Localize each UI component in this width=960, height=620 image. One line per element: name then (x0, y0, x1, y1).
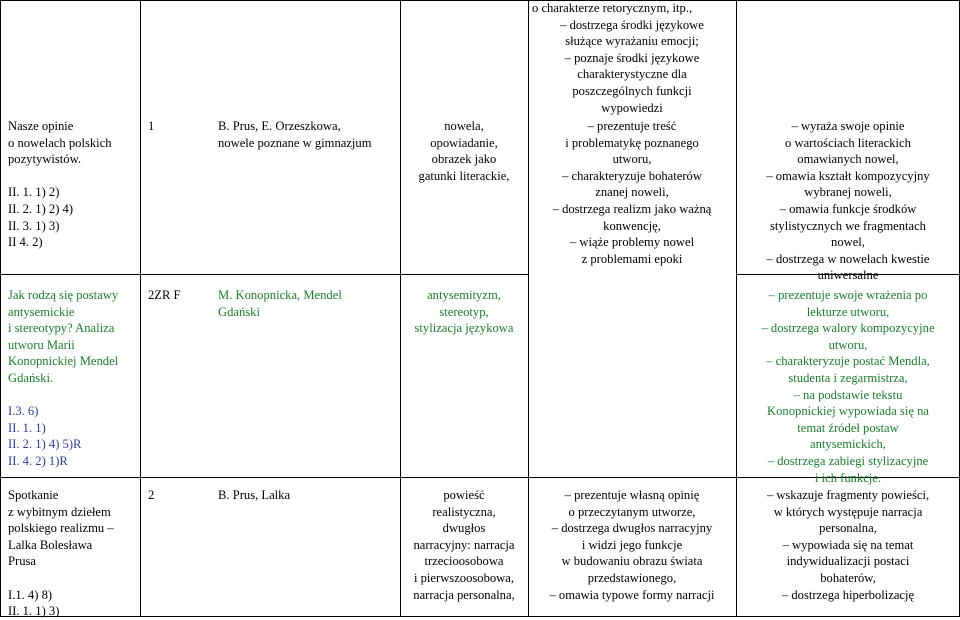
row-divider (0, 0, 960, 1)
extended-requirements: – wyraża swoje opinie o wartościach literackich omawianych nowel, – omawia kształt kompozycyjny wybranej noweli, – omawia funkcje środków stylistycznych we fragmentach nowel, – dostrzega w nowelach kwestie uniwersalne (766, 119, 930, 283)
key-concepts: antysemityzm, stereotyp, stylizacja językowa (414, 288, 514, 336)
lesson-topic: Nasze opinie o nowelach polskich pozytywistów. II. 1. 1) 2) II. 2. 1) 2) 4) II. 3. 1) 3) II 4. 2) (8, 119, 112, 250)
lesson-texts: M. Konopnicka, Mendel Gdański (218, 288, 342, 319)
basic-requirements: – prezentuje treść i problematykę poznanego utworu, – charakteryzuje bohaterów znanej noweli, – dostrzega realizm jako ważną konwencję, – wiąże problemy nowel z problemami epoki (552, 119, 712, 266)
lesson-topic: Jak rodzą się postawy antysemickie i stereotypy? Analiza utworu Marii Konopnickiej Mendel Gdański. I.3. 6) II. 1. 1) II. 2. 1) 4) 5)R II. 4. 2) 1)R (8, 288, 119, 468)
hours-count: 2 (148, 488, 155, 502)
lesson-topic: Spotkanie z wybitnym dziełem polskiego realizmu – Lalka Bolesława Prusa I.1. 4) 8) II. 1. 1) 3) (8, 488, 114, 619)
extended-requirements: – prezentuje swoje wrażenia po lekturze utworu, – dostrzega walory kompozycyjne utworu, – charakteryzuje postać Mendla, studenta i zegarmistrza, – na podstawie tekstu Konopnickiej wypowiada się na temat źródeł postaw antysemickich, – dostrzega zabiegi stylizacyjne i ich funkcje. (761, 288, 935, 485)
column-divider (736, 0, 737, 617)
row-divider (0, 274, 528, 275)
lesson-texts: B. Prus, Lalka (218, 488, 291, 502)
basic-requirements: – prezentuje własną opinię o przeczytanym utworze, – dostrzega dwugłos narracyjny i widzi jego funkcje w budowaniu obrazu świata przedstawionego, – omawia typowe formy narracji (549, 488, 715, 602)
column-divider (528, 0, 529, 617)
extended-requirements: – wskazuje fragmenty powieści, w których występuje narracja personalna, – wypowiada się na temat indywidualizacji postaci bohaterów, – dostrzega hiperbolizację (766, 488, 930, 602)
column-divider (400, 0, 401, 617)
key-concepts: powieść realistyczna, dwugłos narracyjny: narracja trzecioosobowa i pierwszoosobowa, narracja personalna, (413, 488, 515, 602)
hours-count: 1 (148, 119, 155, 133)
lesson-texts: B. Prus, E. Orzeszkowa, nowele poznane w gimnazjum (218, 119, 372, 150)
basic-requirements-continuation: o charakterze retorycznym, itp., – dostrzega środki językowe służące wyrażaniu emocji; – poznaje środki językowe charakterystyczne dla poszczególnych funkcji wypowiedzi (532, 1, 704, 115)
key-concepts: nowela, opowiadanie, obrazek jako gatunki literackie, (418, 119, 510, 183)
table-border-left (0, 0, 1, 617)
hours-count: 2ZR F (148, 288, 181, 302)
column-divider (140, 0, 141, 617)
